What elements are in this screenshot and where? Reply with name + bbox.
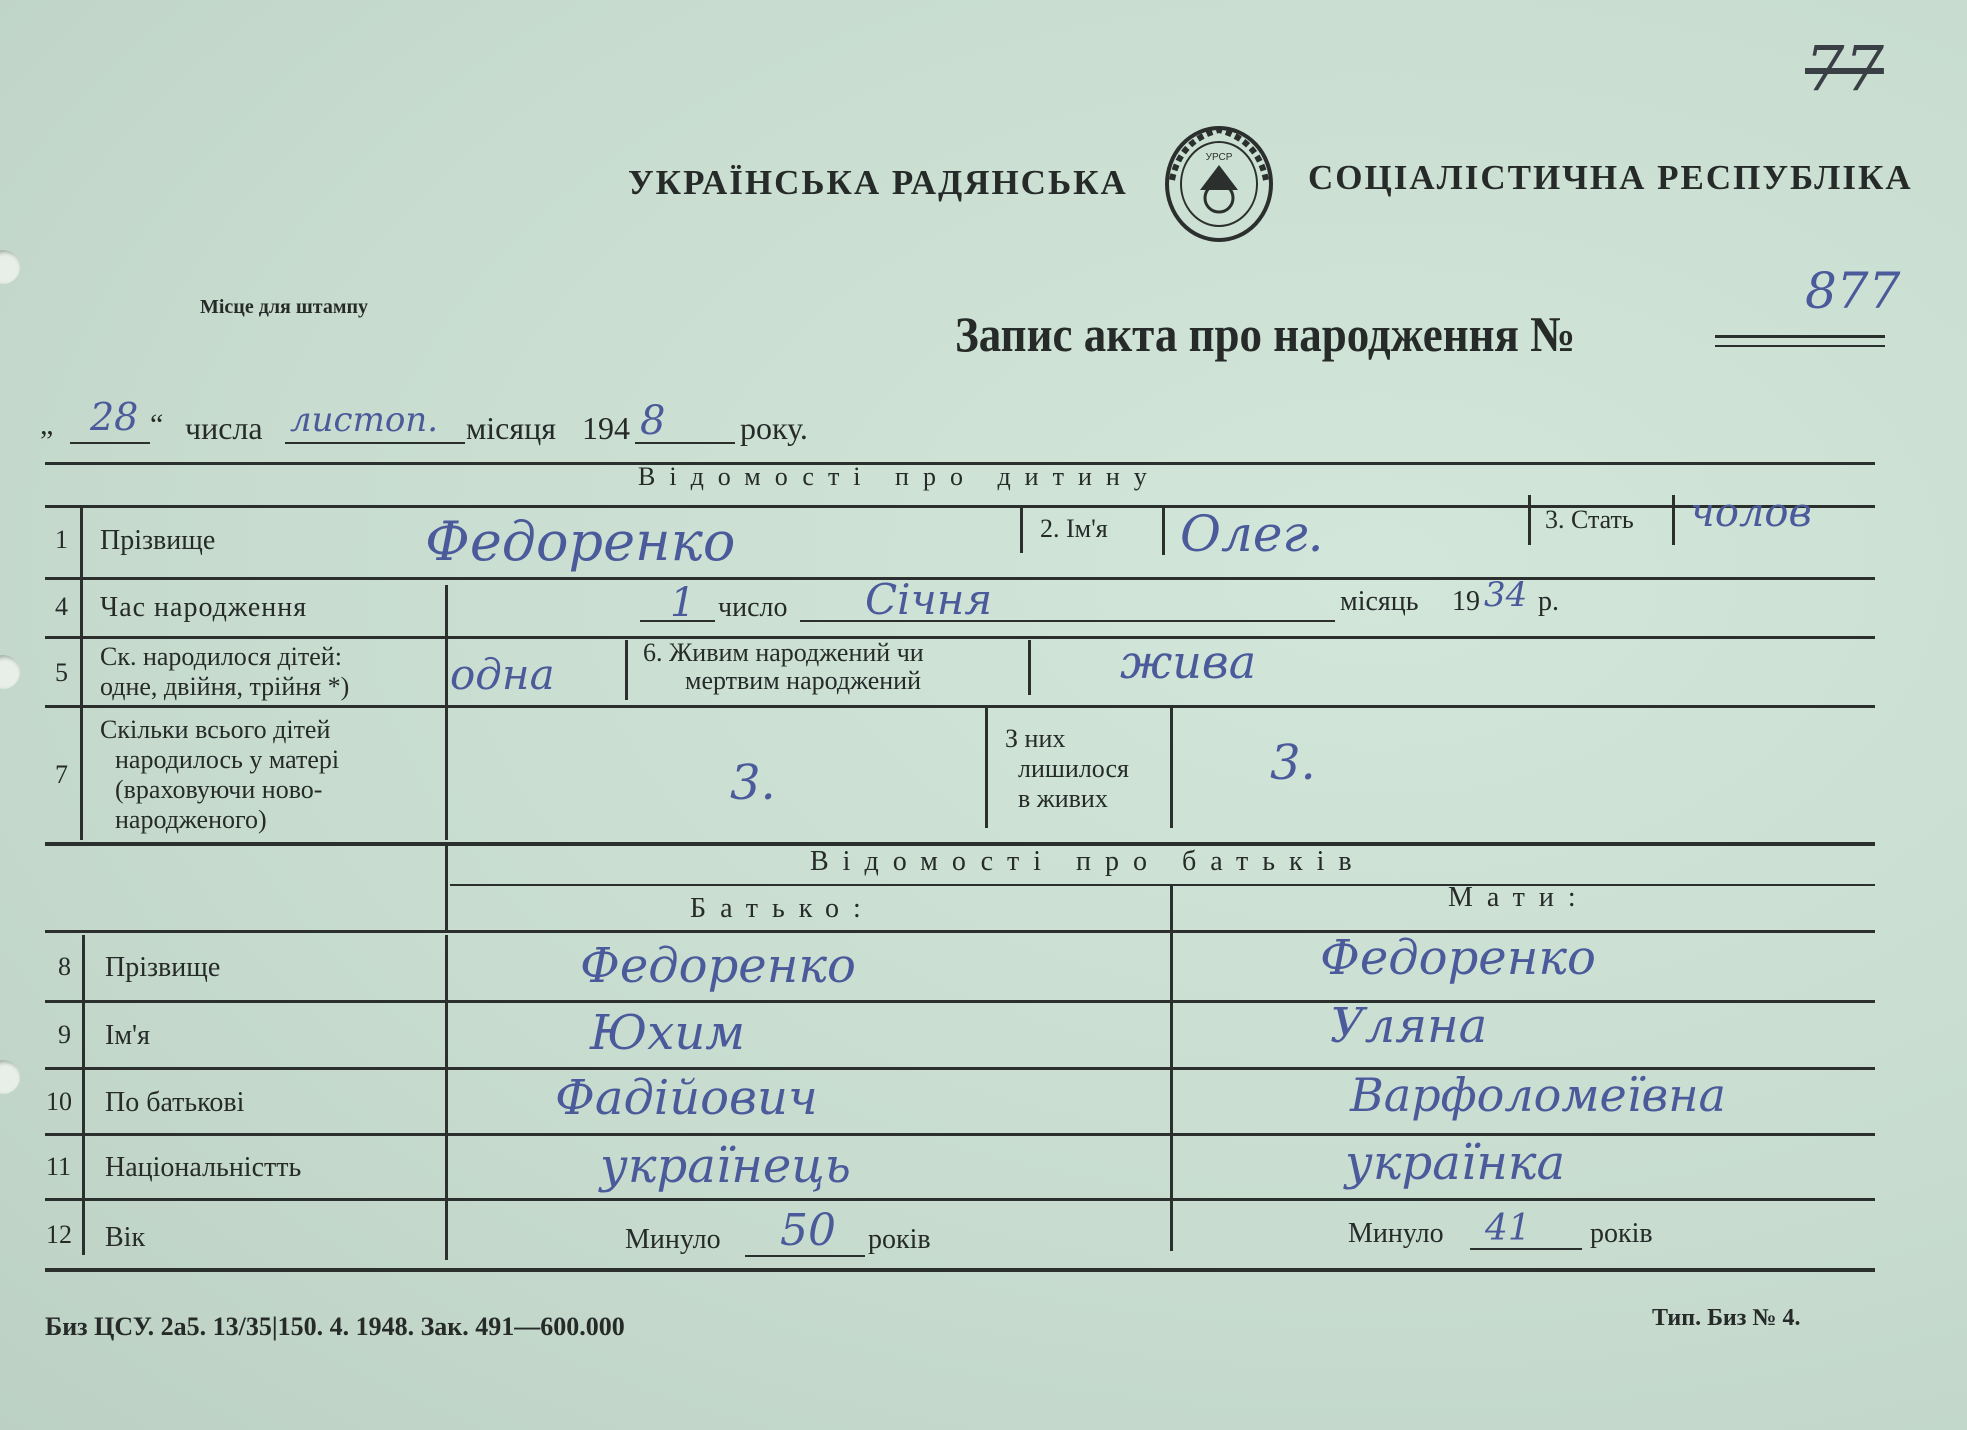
registration-year-digit: 8 bbox=[640, 398, 666, 444]
month-underline bbox=[285, 442, 465, 444]
footer-printer: Тип. Биз № 4. bbox=[1652, 1305, 1801, 1331]
footer-print-info: Биз ЦСУ. 2а5. 13/35|150. 4. 1948. Зак. 491—600.000 bbox=[45, 1312, 625, 1341]
total-label-1: Скільки всього дітей bbox=[100, 715, 331, 744]
total-label-4: народженого) bbox=[115, 805, 267, 834]
alive-label-1: 6. Живим народжений чи bbox=[643, 638, 924, 667]
alive-status: жива bbox=[1120, 635, 1257, 689]
survived-label-2: лишилося bbox=[1018, 754, 1129, 783]
row-number-4: 4 bbox=[55, 592, 68, 621]
year-underline bbox=[635, 442, 735, 444]
row1-divider-d bbox=[1672, 495, 1675, 545]
mother-minulo: Минуло bbox=[1348, 1218, 1444, 1249]
day-underline bbox=[70, 442, 150, 444]
row-number-12: 12 bbox=[46, 1220, 72, 1249]
count-label-2: одне, двійня, трійня *) bbox=[100, 672, 350, 701]
father-age: 50 bbox=[780, 1205, 836, 1256]
row4-bottom bbox=[45, 636, 1875, 639]
mother-patronymic: Варфоломеївна bbox=[1350, 1068, 1726, 1122]
row10-bottom bbox=[45, 1133, 1875, 1136]
child-section-title: Відомості про дитину bbox=[638, 462, 1161, 491]
parents-num-column-line bbox=[82, 935, 85, 1255]
parents-label-column-top bbox=[445, 842, 448, 932]
year-prefix: 194 bbox=[582, 410, 630, 446]
row-number-11: 11 bbox=[46, 1152, 72, 1181]
birth-day-underline bbox=[640, 620, 715, 622]
name-label: 2. Ім'я bbox=[1040, 514, 1108, 543]
total-label-2: народилось у матері bbox=[115, 745, 340, 774]
row1-divider-b bbox=[1162, 505, 1165, 555]
alive-label-2: мертвим народжений bbox=[685, 666, 921, 695]
row-number-1: 1 bbox=[55, 525, 68, 554]
stamp-place-label: Місце для штампу bbox=[200, 296, 368, 318]
row-number-5: 5 bbox=[55, 658, 68, 687]
birth-month: Січня bbox=[865, 575, 993, 624]
record-number-line-2 bbox=[1715, 345, 1885, 347]
total-children: 3. bbox=[730, 755, 776, 811]
row-number-7: 7 bbox=[55, 760, 68, 789]
parents-label-column-line bbox=[445, 935, 448, 1260]
punch-hole-bottom bbox=[0, 1060, 20, 1094]
misyatsia-label: місяця bbox=[466, 410, 556, 446]
row-number-10: 10 bbox=[46, 1087, 72, 1116]
birth-misyats: місяць bbox=[1340, 586, 1419, 617]
survived-children: 3. bbox=[1270, 735, 1316, 791]
row-number-8: 8 bbox=[58, 952, 71, 981]
birth-chyslo: число bbox=[718, 592, 788, 623]
date-close-quote: “ bbox=[150, 408, 164, 441]
row5-divider-a bbox=[625, 640, 628, 700]
child-sex: чолов bbox=[1690, 490, 1812, 536]
mother-surname: Федоренко bbox=[1320, 930, 1596, 986]
survived-label-3: в живих bbox=[1018, 784, 1108, 813]
patronymic-label: По батькові bbox=[105, 1087, 245, 1118]
mother-rokiv: років bbox=[1590, 1218, 1653, 1249]
row7-divider-b bbox=[1170, 705, 1173, 828]
mother-nationality: українка bbox=[1345, 1135, 1566, 1191]
birth-time-label: Час народження bbox=[100, 592, 308, 623]
archive-number: 77 bbox=[1805, 32, 1884, 105]
roku-label: року. bbox=[740, 410, 808, 446]
registration-day: 28 bbox=[90, 395, 139, 439]
sex-label: 3. Стать bbox=[1545, 505, 1634, 534]
mother-age-underline bbox=[1470, 1248, 1582, 1250]
mother-age: 41 bbox=[1485, 1208, 1531, 1249]
record-number: 877 bbox=[1805, 262, 1901, 320]
count-label-1: Ск. народилося дітей: bbox=[100, 642, 342, 671]
child-count: одна bbox=[450, 650, 555, 699]
chysla-label: числа bbox=[185, 410, 263, 446]
birth-day: 1 bbox=[670, 580, 696, 626]
emblem-label: УРСР bbox=[1205, 152, 1233, 163]
row1-divider-c bbox=[1528, 495, 1531, 545]
father-rokiv: років bbox=[868, 1224, 931, 1255]
row5-divider-b bbox=[1028, 640, 1031, 695]
record-number-line bbox=[1715, 335, 1885, 338]
form-title: Запис акта про народження № bbox=[955, 306, 1576, 362]
age-label: Вік bbox=[105, 1222, 146, 1253]
parents-header-bottom bbox=[45, 930, 1875, 933]
survived-label-1: З них bbox=[1005, 724, 1066, 753]
father-patronymic: Фадійович bbox=[555, 1070, 818, 1126]
label-column-line bbox=[445, 585, 448, 840]
form-bottom bbox=[45, 1268, 1875, 1272]
child-surname: Федоренко bbox=[425, 510, 736, 573]
registration-month: листоп. bbox=[290, 400, 439, 440]
republic-name-right: СОЦІАЛІСТИЧНА РЕСПУБЛІКА bbox=[1308, 158, 1913, 197]
child-name: Олег. bbox=[1180, 505, 1324, 563]
parents-section-title: Відомості про батьків bbox=[810, 846, 1366, 877]
father-header: Батько: bbox=[690, 893, 875, 924]
birth-year: 34 bbox=[1484, 575, 1528, 615]
row8-bottom bbox=[45, 1000, 1875, 1003]
row11-bottom bbox=[45, 1198, 1875, 1201]
row7-divider-a bbox=[985, 705, 988, 828]
birth-year-prefix: 19 bbox=[1452, 586, 1480, 617]
mother-header: Мати: bbox=[1448, 882, 1590, 913]
punch-hole-mid bbox=[0, 655, 20, 689]
father-surname: Федоренко bbox=[580, 938, 856, 994]
parents-title-rule bbox=[450, 884, 1875, 886]
row-number-9: 9 bbox=[58, 1020, 71, 1049]
emblem-icon bbox=[1160, 120, 1278, 245]
father-minulo: Минуло bbox=[625, 1224, 721, 1255]
row1-divider-a bbox=[1020, 505, 1023, 553]
row5-bottom bbox=[45, 705, 1875, 708]
total-label-3: (враховуючи ново- bbox=[115, 775, 323, 804]
republic-name-left: УКРАЇНСЬКА РАДЯНСЬКА bbox=[628, 163, 1128, 202]
birth-r: р. bbox=[1538, 586, 1559, 617]
date-open-quote: „ bbox=[40, 408, 54, 441]
birth-month-underline bbox=[800, 620, 1335, 622]
mother-name: Уляна bbox=[1330, 998, 1488, 1054]
punch-hole-top bbox=[0, 250, 20, 284]
parent-name-label: Ім'я bbox=[105, 1020, 150, 1051]
num-column-line bbox=[80, 505, 83, 840]
father-name: Юхим bbox=[590, 1005, 746, 1061]
nationality-label: Національністть bbox=[105, 1152, 302, 1183]
parent-surname-label: Прізвище bbox=[105, 952, 221, 983]
surname-label: Прізвище bbox=[100, 525, 216, 556]
father-nationality: українець bbox=[600, 1138, 851, 1194]
father-age-underline bbox=[745, 1255, 865, 1257]
